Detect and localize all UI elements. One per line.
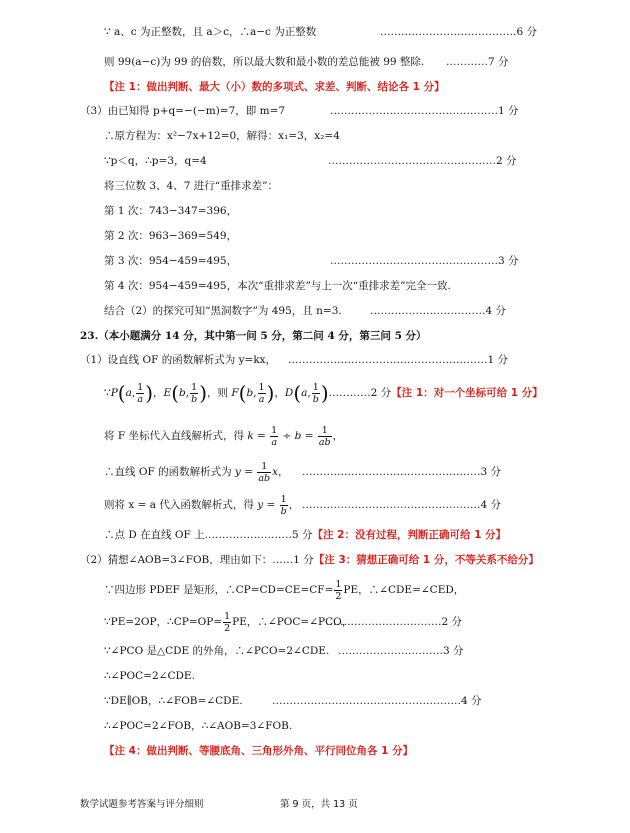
score-4-23b: ………………………………………………4 分 — [272, 695, 482, 707]
score-3-23b: …………………………3 分 — [338, 645, 464, 657]
problem-23-heading: 23.（本小题满分 14 分，其中第一问 5 分，第二问 4 分，第三问 5 分） — [80, 330, 427, 342]
score-7: …………7 分 — [446, 56, 509, 68]
line-round-2: 第 2 次：963−369=549， — [104, 230, 238, 242]
line-rectangle: ∵四边形 PDEF 是矩形，∴CP=CD=CE=CF= $\frac{1}{2}$ PE，∴∠CDE=∠CED， — [104, 578, 465, 602]
fraction-1-over-a: $\frac{1}{a}$ — [137, 381, 144, 405]
score-3-23: ……………………………………………3 分 — [302, 466, 502, 478]
line-rearrange-intro: 将三位数 3、4、7 进行“重排求差”： — [104, 180, 278, 192]
line-round-3: 第 3 次：954−459=495， — [104, 255, 238, 267]
score-1-23: …………………………………………………1 分 — [288, 354, 509, 366]
score-2-part3: …………………………………………2 分 — [328, 155, 517, 167]
line-equation: ∴原方程为：x²−7x+12=0，解得：x₁=3，x₂=4 — [104, 130, 340, 142]
fraction-k-1-over-ab: $\frac{1}{ab}$ — [318, 424, 331, 448]
line-23-1-setup: （1）设直线 OF 的函数解析式为 y=kx， — [80, 354, 277, 366]
line-substitute-a: 则将 x = a 代入函数解析式，得 y = $\frac{1}{b}$ ， — [104, 493, 300, 517]
note-1-section-2: 【注 1：做出判断、最大（小）数的多项式、求差、判断、结论各 1 分】 — [104, 81, 445, 93]
line-integer-condition: ∵ a、c 为正整数，且 a＞c，∴a−c 为正整数 — [104, 26, 317, 38]
line-pq: ∵p＜q，∴p=3，q=4 — [104, 155, 207, 167]
line-d-on-of: ∴点 D 在直线 OF 上.……………………5 分【注 2：没有过程，判断正确可给 1 分】 — [104, 529, 507, 541]
note-4: 【注 4：做出判断、等腰底角、三角形外角、平行同位角各 1 分】 — [104, 745, 414, 757]
line-coordinates: ∵P(a, $\frac{1}{a}$ )，E(b, $\frac{1}{b}$ )，则 F(b, $\frac{1}{a}$ )，D(a, $\frac{1}{b}$ )…………2 分【注 1：对一个坐标可给 1 分】 — [104, 381, 543, 405]
line-exterior-angle: ∵∠PCO 是△CDE 的外角，∴∠PCO=2∠CDE. — [104, 645, 330, 657]
score-1-part3: …………………………………………1 分 — [330, 105, 519, 117]
line-conclusion: ∴∠POC=2∠FOB，∴∠AOB=3∠FOB. — [104, 720, 293, 732]
score-3-part3: …………………………………………3 分 — [330, 255, 519, 267]
line-of-function: ∴直线 OF 的函数解析式为 y = $\frac{1}{ab}$ x， — [104, 460, 289, 484]
line-round-4: 第 4 次：954−459=495，本次“重排求差”与上一次“重排求差”完全一致. — [104, 280, 451, 292]
score-2-23: ……………………………2 分 — [326, 616, 463, 628]
line-round-1: 第 1 次：743−347=396， — [104, 205, 238, 217]
line-black-hole: 结合（2）的探究可知“黑洞数字”为 495，且 n=3. — [104, 305, 342, 317]
fraction-half-2: $\frac{1}{2}$ — [224, 610, 231, 634]
line-23-2-guess: （2）猜想∠AOB=3∠FOB，理由如下：……1 分【注 3：猜想正确可给 1 分，不等关系不给分】 — [80, 554, 539, 566]
line-pe-2op: ∵PE=2OP，∴CP=OP= $\frac{1}{2}$ PE，∴∠POC=∠PCO， — [104, 610, 353, 634]
fraction-1-over-b-D: $\frac{1}{b}$ — [312, 381, 319, 405]
score-4-part3: ……………………………4 分 — [370, 305, 507, 317]
score-6: …………………………………6 分 — [380, 26, 538, 38]
fraction-1-over-a-F: $\frac{1}{a}$ — [258, 381, 265, 405]
line-parallel: ∵DE∥OB，∴∠FOB=∠CDE. — [104, 695, 243, 707]
score-4-23: ……………………………………………4 分 — [302, 499, 502, 511]
line-poc-2cde: ∴∠POC=2∠CDE. — [104, 670, 195, 682]
fraction-y-1-over-ab: $\frac{1}{ab}$ — [258, 460, 271, 484]
footer-title: 数学试题参考答案与评分细则 — [80, 799, 204, 810]
fraction-k-1-over-a: $\frac{1}{a}$ — [271, 424, 278, 448]
line-k-value: 将 F 坐标代入直线解析式，得 k = $\frac{1}{a}$ ÷ b = $\frac{1}{ab}$ ， — [104, 424, 344, 448]
line-part3-m: （3）由已知得 p+q=−(−m)=7，即 m=7 — [80, 105, 286, 117]
line-divisible-99: 则 99(a−c)为 99 的倍数，所以最大数和最小数的差总能被 99 整除. — [104, 56, 425, 68]
fraction-y-1-over-b: $\frac{1}{b}$ — [280, 493, 287, 517]
fraction-1-over-b: $\frac{1}{b}$ — [191, 381, 198, 405]
footer-page-number: 第 9 页，共 13 页 — [280, 799, 358, 810]
fraction-half-1: $\frac{1}{2}$ — [335, 578, 342, 602]
